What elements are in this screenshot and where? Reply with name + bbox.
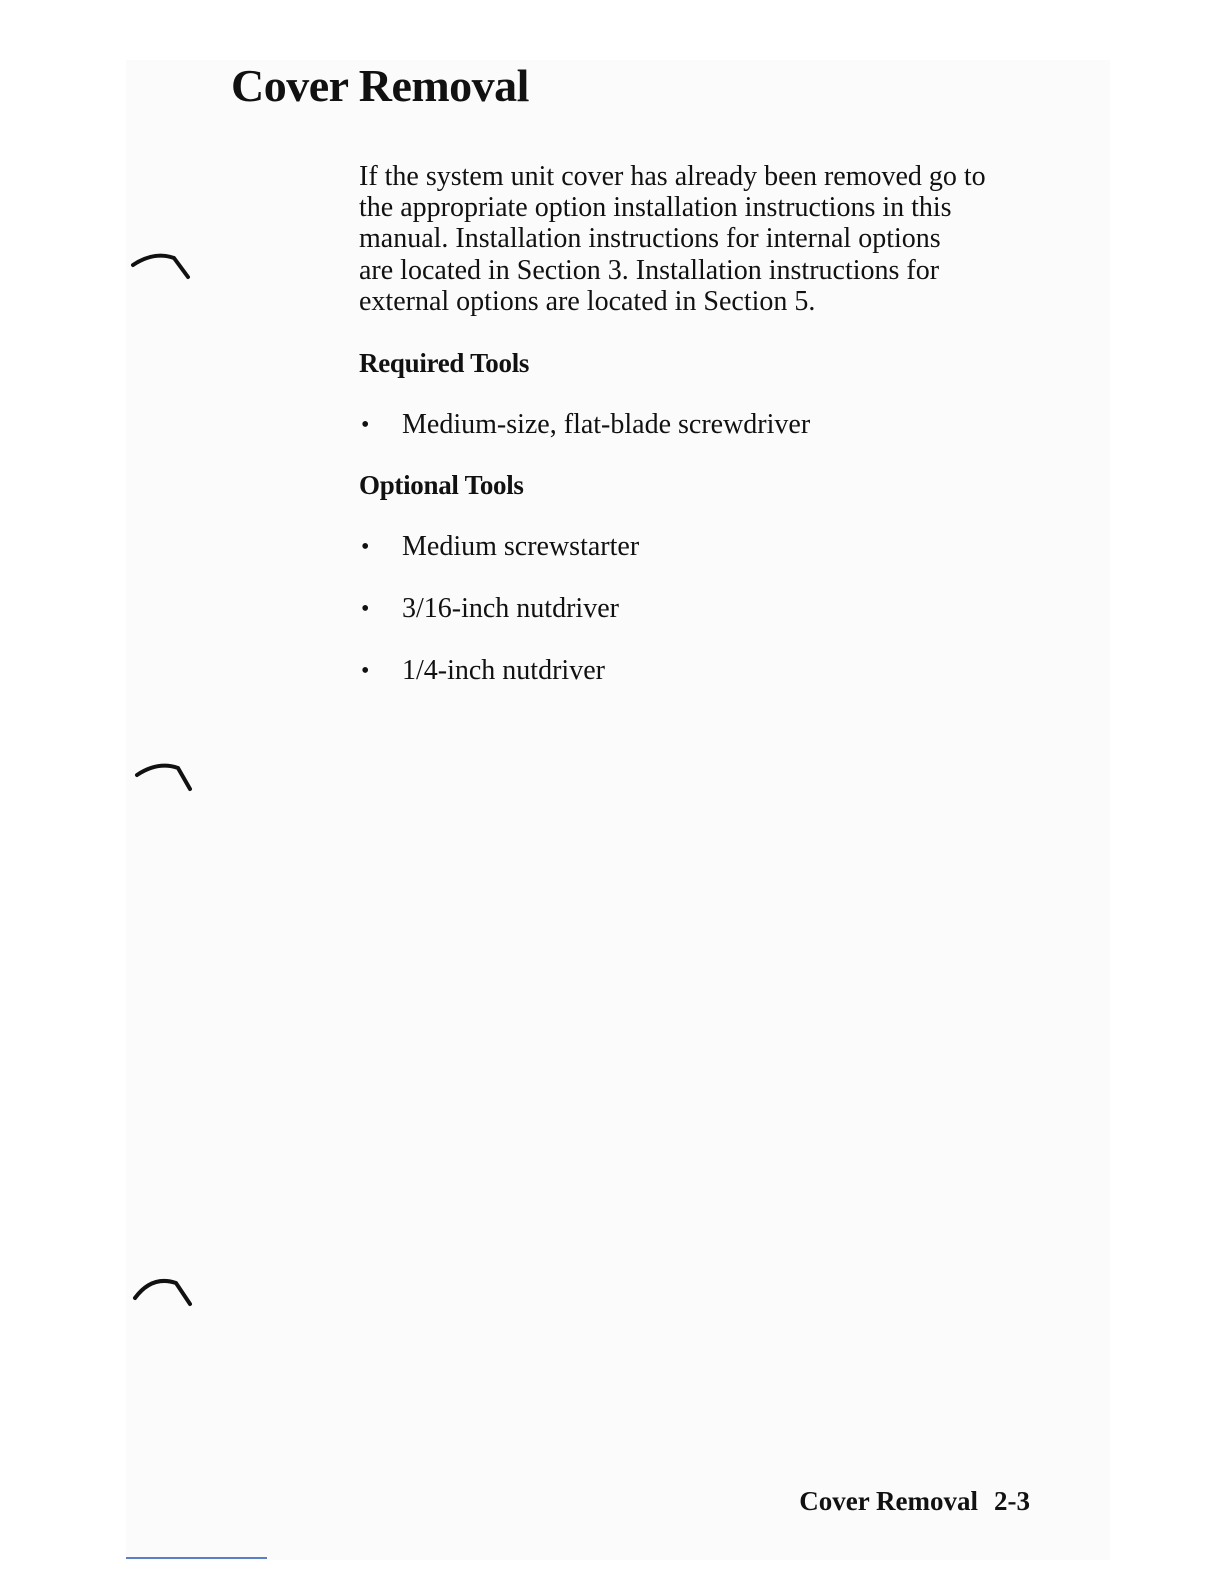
required-tools-heading: Required Tools bbox=[359, 348, 530, 379]
list-item bbox=[359, 655, 1079, 687]
binder-hole-mark-middle bbox=[134, 762, 196, 794]
bullet-icon: • bbox=[361, 412, 370, 439]
bullet-icon: • bbox=[361, 534, 370, 561]
intro-line: external options are located in Section 5. bbox=[359, 285, 816, 317]
list-item bbox=[359, 593, 1079, 625]
tool-label: Medium-size, flat-blade screwdriver bbox=[402, 409, 811, 441]
page-title: Cover Removal bbox=[231, 60, 529, 111]
intro-line: manual. Installation instructions for internal options bbox=[359, 223, 941, 255]
bullet-icon: • bbox=[361, 658, 370, 685]
optional-tools-heading: Optional Tools bbox=[359, 470, 524, 501]
tool-label: 3/16-inch nutdriver bbox=[402, 593, 619, 625]
tool-label: 1/4-inch nutdriver bbox=[402, 655, 605, 687]
intro-line: are located in Section 3. Installation instructions for bbox=[359, 254, 940, 286]
page-footer bbox=[799, 1484, 1030, 1518]
intro-paragraph bbox=[359, 161, 1079, 317]
content-column bbox=[359, 161, 1079, 687]
bottom-rule bbox=[126, 1557, 267, 1559]
intro-line: the appropriate option installation instructions in this bbox=[359, 192, 952, 224]
footer-page-number: 2-3 bbox=[994, 1486, 1030, 1516]
binder-hole-mark-top bbox=[130, 252, 192, 284]
footer-section-name: Cover Removal bbox=[799, 1486, 978, 1516]
bullet-icon: • bbox=[361, 596, 370, 623]
intro-line: If the system unit cover has already been removed go to bbox=[359, 161, 986, 192]
required-tools-list bbox=[359, 409, 1079, 441]
list-item bbox=[359, 531, 1079, 563]
optional-tools-list bbox=[359, 531, 1079, 687]
tool-label: Medium screwstarter bbox=[402, 531, 640, 563]
list-item bbox=[359, 409, 1079, 441]
binder-hole-mark-bottom bbox=[132, 1276, 194, 1308]
